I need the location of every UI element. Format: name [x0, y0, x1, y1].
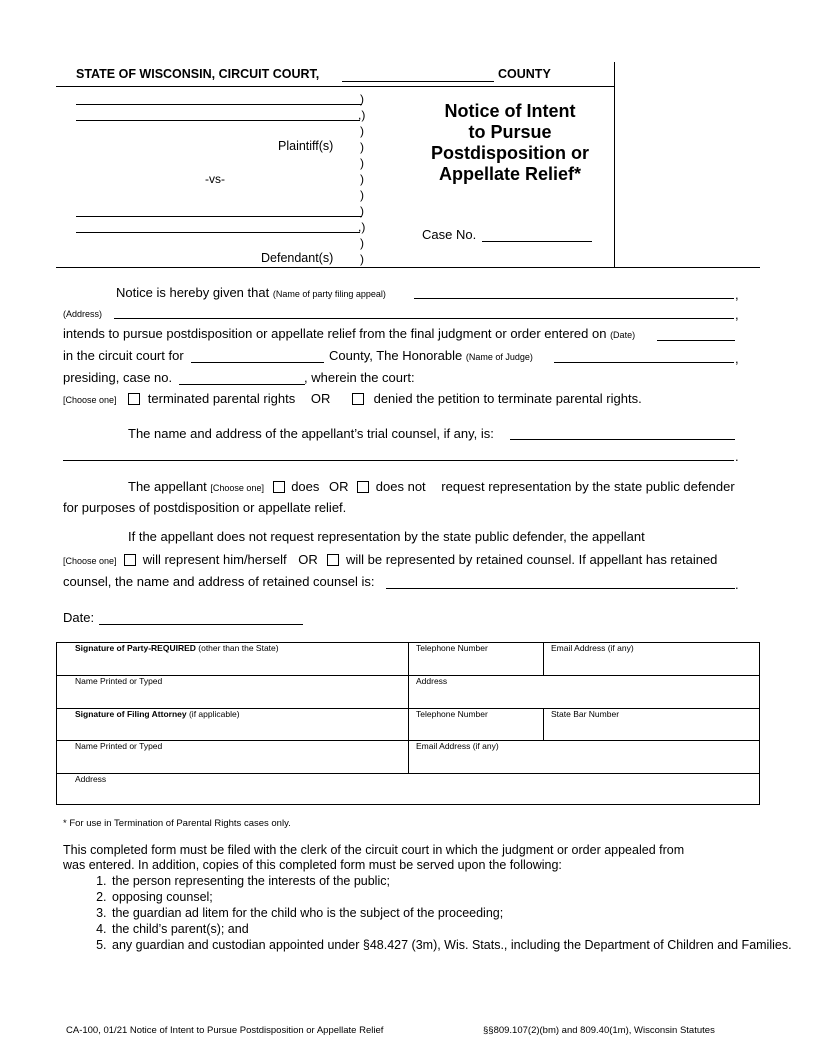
- date-field[interactable]: [99, 624, 303, 625]
- caption-paren: ): [360, 236, 364, 250]
- caption-paren: ,): [358, 108, 366, 122]
- plaintiff-name-line-1[interactable]: [76, 104, 362, 105]
- choose-one-hint: [Choose one]: [210, 483, 264, 493]
- date-hint: (Date): [610, 330, 636, 340]
- if-not-text: If the appellant does not request representation by the state public defender, the appellant: [128, 529, 645, 544]
- list-item: 5. any guardian and custodian appointed under §48.427 (3m), Wis. Stats., including the Department of Children and Families.: [110, 937, 810, 953]
- form-title-line: Postdisposition or: [430, 143, 589, 163]
- request-text: request representation by the state public defender: [441, 479, 735, 494]
- does-checkbox[interactable]: [273, 481, 285, 493]
- does-not-checkbox[interactable]: [357, 481, 369, 493]
- party-name-field[interactable]: [414, 298, 734, 299]
- vs-label: -vs-: [205, 172, 225, 186]
- lower-case-no-field[interactable]: [179, 384, 305, 385]
- defendant-name-line-2[interactable]: [76, 232, 360, 233]
- wherein-label: , wherein the court:: [304, 370, 415, 385]
- table-rule: [408, 643, 409, 773]
- attorney-email-cell[interactable]: Email Address (if any): [416, 741, 499, 751]
- county-honorable-label: County, The Honorable: [329, 348, 463, 363]
- list-item: 3. the guardian ad litem for the child who is the subject of the proceeding;: [110, 905, 810, 921]
- attorney-name-printed-cell[interactable]: Name Printed or Typed: [75, 741, 163, 751]
- appellant-label: The appellant: [128, 479, 207, 494]
- attorney-signature-note: (if applicable): [186, 709, 240, 719]
- retained-counsel-field[interactable]: [386, 588, 735, 589]
- or-label: OR: [298, 552, 318, 567]
- retained-counsel-label: will be represented by retained counsel. If appellant has retained: [345, 552, 718, 567]
- judgment-date-field[interactable]: [657, 340, 735, 341]
- appellant-request-row: [128, 479, 735, 494]
- caption-bottom-rule: [56, 267, 760, 268]
- circuit-county-field[interactable]: [191, 362, 324, 363]
- court-heading: STATE OF WISCONSIN, CIRCUIT COURT,: [76, 67, 320, 81]
- list-item: 1. the person representing the interests of the public;: [110, 873, 810, 889]
- signature-table: [56, 642, 760, 805]
- denied-checkbox[interactable]: [352, 393, 364, 405]
- comma: ,: [735, 287, 739, 302]
- party-name-printed-cell[interactable]: Name Printed or Typed: [75, 676, 163, 686]
- form-title-line: Notice of Intent: [444, 101, 576, 121]
- attorney-address-cell[interactable]: Address: [75, 774, 107, 784]
- form-title: [405, 101, 615, 185]
- judge-text: [329, 348, 533, 363]
- trial-counsel-label: The name and address of the appellant’s trial counsel, if any, is:: [128, 426, 494, 441]
- notice-given-text: [116, 285, 386, 300]
- retained-counsel-checkbox[interactable]: [327, 554, 339, 566]
- trial-counsel-field-2[interactable]: [63, 460, 734, 461]
- self-represent-checkbox[interactable]: [124, 554, 136, 566]
- county-name-field[interactable]: [342, 81, 494, 82]
- defendant-name-line-1[interactable]: [76, 216, 362, 217]
- party-signature-note: (other than the State): [195, 643, 279, 653]
- county-label: COUNTY: [498, 67, 551, 81]
- notice-given-label: Notice is hereby given that: [116, 285, 270, 300]
- case-no-field[interactable]: [482, 241, 592, 242]
- attorney-signature-label: Signature of Filing Attorney: [75, 709, 187, 719]
- table-rule: [543, 708, 544, 740]
- caption-paren: ): [360, 156, 364, 170]
- defendant-label: Defendant(s): [261, 251, 334, 265]
- list-item: 2. opposing counsel;: [110, 889, 810, 905]
- attorney-telephone-cell[interactable]: Telephone Number: [416, 709, 488, 719]
- list-item: 4. the child’s parent(s); and: [110, 921, 810, 937]
- self-represent-label: will represent him/herself: [142, 552, 287, 567]
- form-title-line: to Pursue: [468, 122, 552, 142]
- party-address-cell[interactable]: Address: [416, 676, 448, 686]
- purposes-text: for purposes of postdisposition or appellate relief.: [63, 500, 347, 515]
- address-hint: (Address): [63, 309, 103, 319]
- date-label: Date:: [63, 610, 95, 625]
- representation-choice-row: [63, 552, 717, 567]
- or-label: OR: [329, 479, 349, 494]
- plaintiff-name-line-2[interactable]: [76, 120, 360, 121]
- caption-paren: ): [360, 188, 364, 202]
- caption-paren: ,): [358, 220, 366, 234]
- party-signature-label: Signature of Party-REQUIRED: [75, 643, 196, 653]
- comma: ,: [735, 351, 739, 366]
- footnote: * For use in Termination of Parental Rights cases only.: [63, 818, 291, 829]
- choose-one-hint: [Choose one]: [63, 395, 117, 405]
- table-rule: [543, 643, 544, 675]
- party-signature-cell[interactable]: [75, 643, 279, 653]
- instructions-line-1: This completed form must be filed with the clerk of the circuit court in which the judgment or order appealed from: [63, 843, 685, 857]
- instructions-line-2: was entered. In addition, copies of this completed form must be served upon the following:: [63, 858, 562, 872]
- denied-label: denied the petition to terminate parental rights.: [373, 391, 642, 406]
- caption-paren: ): [360, 124, 364, 138]
- judge-name-field[interactable]: [554, 362, 734, 363]
- footer-form-id: CA-100, 01/21 Notice of Intent to Pursue Postdisposition or Appellate Relief: [66, 1025, 384, 1036]
- plaintiff-label: Plaintiff(s): [278, 139, 334, 153]
- terminated-label: terminated parental rights: [147, 391, 296, 406]
- form-title-line: Appellate Relief*: [438, 164, 582, 184]
- circuit-court-for-label: in the circuit court for: [63, 348, 184, 363]
- caption-paren: ): [360, 172, 364, 186]
- caption-paren: ): [360, 140, 364, 154]
- caption-paren: ): [360, 204, 364, 218]
- period: .: [735, 449, 739, 464]
- comma: ,: [735, 307, 739, 322]
- choose-one-hint: [Choose one]: [63, 556, 117, 566]
- does-label: does: [291, 479, 320, 494]
- or-label: OR: [310, 391, 331, 406]
- party-telephone-cell[interactable]: Telephone Number: [416, 643, 488, 653]
- counsel-name-label: counsel, the name and address of retained counsel is:: [63, 574, 375, 589]
- court-choice-row: [63, 391, 642, 406]
- trial-counsel-field-1[interactable]: [510, 439, 735, 440]
- party-email-cell[interactable]: Email Address (if any): [551, 643, 634, 653]
- judge-hint: (Name of Judge): [465, 352, 533, 362]
- period: .: [735, 577, 739, 592]
- presiding-label: presiding, case no.: [63, 370, 173, 385]
- party-address-field[interactable]: [114, 318, 734, 319]
- state-bar-number-cell[interactable]: State Bar Number: [551, 709, 620, 719]
- attorney-signature-cell[interactable]: [75, 709, 240, 719]
- name-party-hint: (Name of party filing appeal): [272, 289, 386, 299]
- case-no-label: Case No.: [422, 227, 477, 242]
- service-list: [64, 873, 810, 953]
- table-rule: [57, 773, 759, 774]
- does-not-label: does not: [375, 479, 426, 494]
- caption-top-rule: [56, 86, 615, 87]
- intends-text: [63, 326, 635, 341]
- caption-paren: ): [360, 92, 364, 106]
- footer-statutes: §§809.107(2)(bm) and 809.40(1m), Wisconsin Statutes: [483, 1025, 715, 1036]
- caption-paren: ): [360, 252, 364, 266]
- terminated-checkbox[interactable]: [128, 393, 140, 405]
- intends-label: intends to pursue postdisposition or appellate relief from the final judgment or order entered on: [63, 326, 607, 341]
